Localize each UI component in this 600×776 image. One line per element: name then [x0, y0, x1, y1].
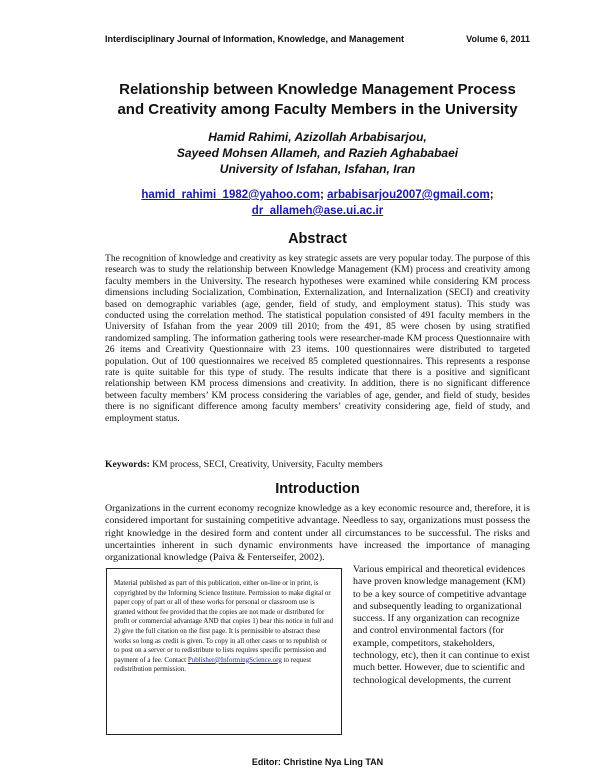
title-line-1: Relationship between Knowledge Management Process: [119, 81, 516, 98]
paper-title: [95, 80, 540, 120]
author-line-1: Hamid Rahimi, Azizollah Arbabisarjou,: [208, 130, 427, 144]
title-line-2: and Creativity among Faculty Members in the University: [117, 101, 518, 118]
editor-line: Editor: Christine Nya Ling TAN: [251, 757, 384, 767]
email-link-2[interactable]: arbabisarjou2007@gmail.com: [327, 189, 490, 201]
author-line-2: Sayeed Mohsen Allameh, and Razieh Aghababaei: [176, 146, 459, 160]
author-block: [95, 129, 540, 177]
keywords: [105, 459, 530, 471]
abstract-heading: Abstract: [288, 231, 347, 247]
volume-label: Volume 6, 2011: [466, 34, 530, 44]
email-separator-2: ;: [489, 189, 494, 201]
affiliation: University of Isfahan, Isfahan, Iran: [219, 162, 416, 176]
email-link-1[interactable]: hamid_rahimi_1982@yahoo.com: [141, 189, 321, 201]
journal-name: Interdisciplinary Journal of Information, Knowledge, and Management: [105, 34, 405, 44]
keywords-label: Keywords:: [105, 459, 150, 470]
notice-text: Material published as part of this publication, either on-line or in print, is copyrighted by the Informing Science Institute. Permission to make digital or paper copy of part or all of these works for personal or classroom use is granted without fee provided that the copies are not made or distributed for profit or commercial advantage AND that copies 1) bear this notice in full and 2) give the full citation on the first page. It is permissible to abstract these works so long as credit is given. To copy in all other cases or to republish or to post on a server or to redistribute to lists requires specific permission and payment of a fee. Contact: [114, 579, 334, 664]
keywords-list: KM process, SECI, Creativity, University, Faculty members: [149, 459, 383, 470]
publisher-email-link[interactable]: Publisher@InformingScience.org: [187, 655, 282, 664]
abstract-text: The recognition of knowledge and creativity as key strategic assets are very popular today. The purpose of this research was to study the relationship between Knowledge Management (KM) process and creativity among faculty members in the University. The research hypotheses were examined while considering KM process dimensions including Socialization, Combination, Externalization, and Internalization (SECI) and creativity based on demographic variables (age, gender, field of study, and employment status). This study was conducted using the correlation method. The statistical population consisted of 491 faculty members in the University of Isfahan from the year 2009 till 2010; from the 491, 85 were chosen by using stratified randomized sampling. The information gathering tools were researcher-made KM process Questionnaire with 26 items and Creativity Questionnaire with 23 items. 100 questionnaires were distributed to targeted population. Out of 100 questionnaires we received 85 completed questionnaires. This represents a response rate is quite suitable for this type of study. The results indicate that there is a positive and significant relationship between KM process dimensions and creativity. In addition, there is no significant difference between faculty members’ KM process considering the variables of age, gender, and field of study, besides there is no significant difference among faculty members’ creativity considering age, field of study, and employment status.: [105, 253, 530, 424]
email-link-3[interactable]: dr_allameh@ase.ui.ac.ir: [251, 205, 384, 217]
introduction-heading: Introduction: [275, 481, 360, 497]
copyright-notice: [106, 568, 342, 735]
running-head: [105, 34, 530, 44]
introduction-continuation: Various empirical and theoretical evidences have proven knowledge management (KM) to be a key source of competitive advantage and subsequently leading to organizational success. If any organization can recognize and control environmental factors (for example, competitors, stakeholders, technology, etc), then it can continue to exist much better. However, due to scientific and technological developments, the current: [353, 564, 530, 686]
notice-text-end: to request redistribution permission.: [114, 655, 312, 674]
email-block: [95, 187, 540, 219]
introduction-paragraph: Organizations in the current economy recognize knowledge as a key economic resource and, therefore, it is considered important for sustaining competitive advantage. Needless to say, organizations must possess the right knowledge in the desired form and content under all circumstances to be successful. The risks and uncertainties inherent in such dynamic environments have increased the importance of managing organizational knowledge (Paiva & Fenterseifer, 2002).: [105, 503, 530, 564]
email-separator-1: ;: [320, 189, 328, 201]
